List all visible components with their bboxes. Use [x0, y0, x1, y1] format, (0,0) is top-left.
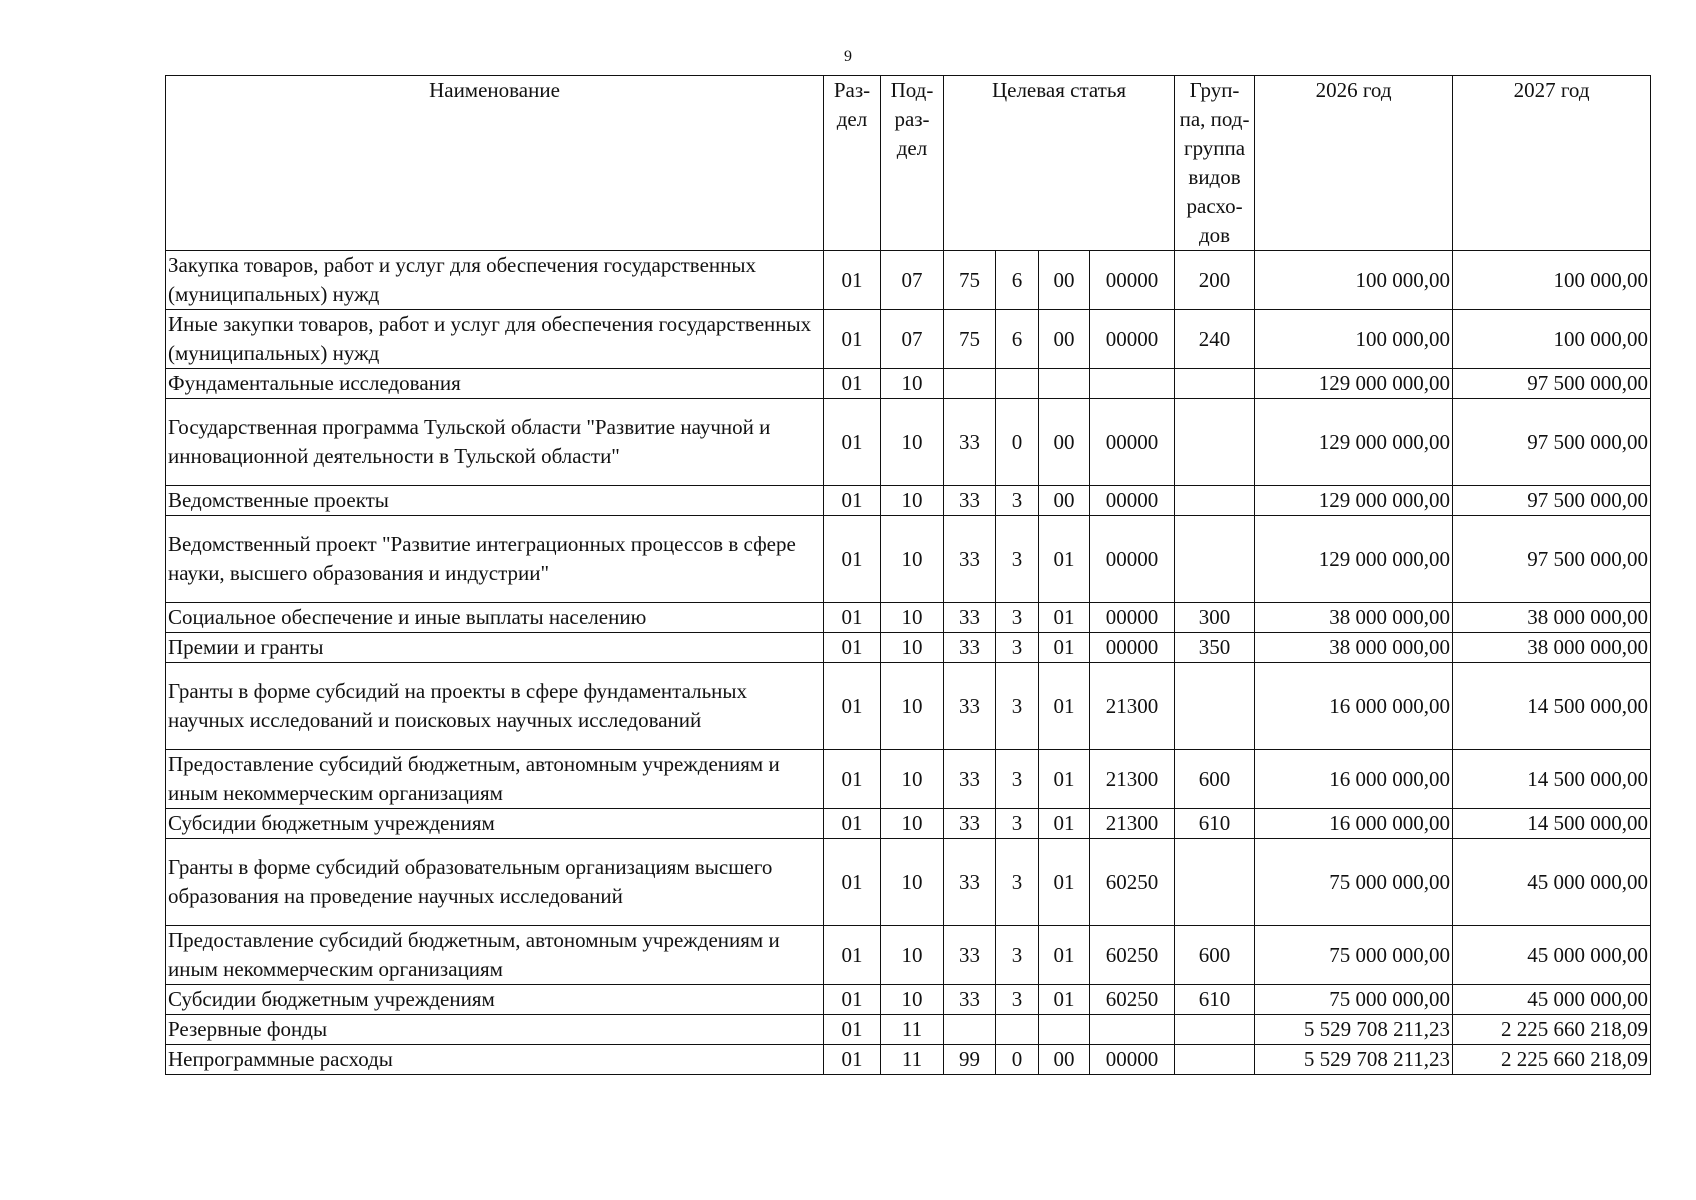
row-target-type: [996, 1015, 1039, 1045]
row-expense-group: 200: [1175, 251, 1255, 310]
table-row: [166, 310, 1651, 369]
header-expense-group: Груп- па, под- группа видов расхо- дов: [1175, 76, 1255, 251]
row-section: 01: [824, 399, 881, 486]
row-target-event: 01: [1039, 809, 1090, 839]
row-name: Гранты в форме субсидий образовательным организациям высшего образования на проведение научных исследований: [166, 839, 824, 926]
row-target-direction: 21300: [1090, 809, 1175, 839]
row-amount-2027: 45 000 000,00: [1453, 926, 1651, 985]
row-target-direction: 60250: [1090, 839, 1175, 926]
row-amount-2026: 16 000 000,00: [1255, 809, 1453, 839]
row-target-event: [1039, 369, 1090, 399]
row-amount-2026: 129 000 000,00: [1255, 369, 1453, 399]
row-amount-2026: 75 000 000,00: [1255, 985, 1453, 1015]
row-target-direction: 00000: [1090, 310, 1175, 369]
table-row: [166, 369, 1651, 399]
row-target-event: 01: [1039, 603, 1090, 633]
row-expense-group: [1175, 516, 1255, 603]
row-target-direction: 00000: [1090, 251, 1175, 310]
row-amount-2026: 129 000 000,00: [1255, 486, 1453, 516]
row-amount-2027: 38 000 000,00: [1453, 603, 1651, 633]
header-name: Наименование: [166, 76, 824, 251]
row-target-direction: 00000: [1090, 1045, 1175, 1075]
row-name: Предоставление субсидий бюджетным, автономным учреждениям и иным некоммерческим организациям: [166, 750, 824, 809]
row-subsection: 10: [881, 839, 944, 926]
row-target-event: 00: [1039, 1045, 1090, 1075]
row-name: Государственная программа Тульской области "Развитие научной и инновационной деятельности в Тульской области": [166, 399, 824, 486]
row-target-direction: 60250: [1090, 926, 1175, 985]
row-target-program: 75: [944, 251, 996, 310]
row-target-program: 33: [944, 839, 996, 926]
row-amount-2026: 5 529 708 211,23: [1255, 1015, 1453, 1045]
row-amount-2027: 2 225 660 218,09: [1453, 1045, 1651, 1075]
header-subsection: Под- раз- дел: [881, 76, 944, 251]
row-target-event: 01: [1039, 926, 1090, 985]
row-target-program: 33: [944, 399, 996, 486]
row-name: Субсидии бюджетным учреждениям: [166, 985, 824, 1015]
row-section: 01: [824, 310, 881, 369]
page-number: 9: [844, 48, 852, 65]
row-name: Фундаментальные исследования: [166, 369, 824, 399]
row-target-program: 33: [944, 926, 996, 985]
row-section: 01: [824, 603, 881, 633]
row-amount-2026: 129 000 000,00: [1255, 516, 1453, 603]
row-section: 01: [824, 839, 881, 926]
row-section: 01: [824, 633, 881, 663]
row-target-type: 3: [996, 839, 1039, 926]
row-target-program: 33: [944, 486, 996, 516]
table-row: [166, 985, 1651, 1015]
row-name: Ведомственный проект "Развитие интеграционных процессов в сфере науки, высшего образования и индустрии": [166, 516, 824, 603]
row-name: Предоставление субсидий бюджетным, автономным учреждениям и иным некоммерческим организациям: [166, 926, 824, 985]
row-subsection: 10: [881, 750, 944, 809]
row-subsection: 10: [881, 926, 944, 985]
row-target-type: 3: [996, 750, 1039, 809]
row-expense-group: 610: [1175, 809, 1255, 839]
row-section: 01: [824, 663, 881, 750]
table-header-row: [166, 76, 1651, 251]
row-amount-2027: 14 500 000,00: [1453, 750, 1651, 809]
row-target-program: 33: [944, 663, 996, 750]
row-amount-2027: 38 000 000,00: [1453, 633, 1651, 663]
row-amount-2027: 45 000 000,00: [1453, 985, 1651, 1015]
row-expense-group: [1175, 1045, 1255, 1075]
row-subsection: 10: [881, 369, 944, 399]
row-section: 01: [824, 750, 881, 809]
row-expense-group: [1175, 663, 1255, 750]
row-subsection: 11: [881, 1045, 944, 1075]
row-target-type: 3: [996, 486, 1039, 516]
row-target-type: 3: [996, 663, 1039, 750]
row-target-direction: 21300: [1090, 663, 1175, 750]
row-target-type: 3: [996, 633, 1039, 663]
row-name: Премии и гранты: [166, 633, 824, 663]
row-name: Закупка товаров, работ и услуг для обеспечения государственных (муниципальных) нужд: [166, 251, 824, 310]
row-amount-2027: 97 500 000,00: [1453, 369, 1651, 399]
row-name: Социальное обеспечение и иные выплаты населению: [166, 603, 824, 633]
row-amount-2027: 100 000,00: [1453, 310, 1651, 369]
row-amount-2026: 129 000 000,00: [1255, 399, 1453, 486]
row-subsection: 10: [881, 399, 944, 486]
row-subsection: 10: [881, 486, 944, 516]
table-row: [166, 663, 1651, 750]
row-target-program: 33: [944, 750, 996, 809]
table-row: [166, 486, 1651, 516]
row-section: 01: [824, 251, 881, 310]
header-year-2026: 2026 год: [1255, 76, 1453, 251]
row-amount-2026: 16 000 000,00: [1255, 663, 1453, 750]
row-name: Субсидии бюджетным учреждениям: [166, 809, 824, 839]
row-target-type: 3: [996, 516, 1039, 603]
row-expense-group: 600: [1175, 926, 1255, 985]
row-expense-group: [1175, 369, 1255, 399]
table-row: [166, 399, 1651, 486]
row-target-program: 75: [944, 310, 996, 369]
row-subsection: 11: [881, 1015, 944, 1045]
row-amount-2026: 16 000 000,00: [1255, 750, 1453, 809]
row-target-event: 00: [1039, 310, 1090, 369]
row-subsection: 10: [881, 516, 944, 603]
table-row: [166, 251, 1651, 310]
row-amount-2027: 14 500 000,00: [1453, 663, 1651, 750]
row-amount-2027: 45 000 000,00: [1453, 839, 1651, 926]
header-section: Раз- дел: [824, 76, 881, 251]
row-target-direction: 21300: [1090, 750, 1175, 809]
row-target-program: 33: [944, 603, 996, 633]
row-amount-2026: 75 000 000,00: [1255, 839, 1453, 926]
row-target-event: 00: [1039, 486, 1090, 516]
row-expense-group: 240: [1175, 310, 1255, 369]
row-amount-2026: 38 000 000,00: [1255, 633, 1453, 663]
row-target-program: [944, 369, 996, 399]
row-target-event: 01: [1039, 839, 1090, 926]
row-section: 01: [824, 1015, 881, 1045]
row-subsection: 07: [881, 310, 944, 369]
row-amount-2027: 2 225 660 218,09: [1453, 1015, 1651, 1045]
row-target-program: 33: [944, 516, 996, 603]
row-expense-group: [1175, 399, 1255, 486]
row-target-type: [996, 369, 1039, 399]
row-expense-group: [1175, 486, 1255, 516]
row-amount-2026: 38 000 000,00: [1255, 603, 1453, 633]
table-row: [166, 750, 1651, 809]
row-target-type: 0: [996, 1045, 1039, 1075]
row-target-direction: 00000: [1090, 486, 1175, 516]
row-target-program: 33: [944, 633, 996, 663]
table-row: [166, 1045, 1651, 1075]
row-target-program: 33: [944, 809, 996, 839]
row-amount-2026: 100 000,00: [1255, 310, 1453, 369]
table-row: [166, 633, 1651, 663]
header-target-article: Целевая статья: [944, 76, 1175, 251]
row-expense-group: 350: [1175, 633, 1255, 663]
table-row: [166, 1015, 1651, 1045]
row-target-event: 01: [1039, 633, 1090, 663]
row-target-direction: [1090, 369, 1175, 399]
row-amount-2027: 97 500 000,00: [1453, 516, 1651, 603]
table-row: [166, 516, 1651, 603]
row-target-direction: 00000: [1090, 516, 1175, 603]
row-expense-group: [1175, 1015, 1255, 1045]
row-target-program: [944, 1015, 996, 1045]
row-subsection: 10: [881, 633, 944, 663]
row-target-event: [1039, 1015, 1090, 1045]
row-target-program: 33: [944, 985, 996, 1015]
row-target-direction: 00000: [1090, 633, 1175, 663]
row-section: 01: [824, 369, 881, 399]
row-expense-group: 300: [1175, 603, 1255, 633]
row-target-event: 01: [1039, 516, 1090, 603]
row-expense-group: 600: [1175, 750, 1255, 809]
row-target-event: 01: [1039, 663, 1090, 750]
row-section: 01: [824, 516, 881, 603]
row-target-direction: 00000: [1090, 399, 1175, 486]
row-target-type: 0: [996, 399, 1039, 486]
row-section: 01: [824, 486, 881, 516]
row-section: 01: [824, 985, 881, 1015]
row-name: Непрограммные расходы: [166, 1045, 824, 1075]
row-target-type: 3: [996, 809, 1039, 839]
row-amount-2027: 14 500 000,00: [1453, 809, 1651, 839]
row-amount-2027: 97 500 000,00: [1453, 486, 1651, 516]
table-row: [166, 926, 1651, 985]
row-name: Иные закупки товаров, работ и услуг для обеспечения государственных (муниципальных) нужд: [166, 310, 824, 369]
row-target-type: 3: [996, 926, 1039, 985]
row-amount-2026: 5 529 708 211,23: [1255, 1045, 1453, 1075]
row-target-type: 3: [996, 985, 1039, 1015]
row-target-type: 3: [996, 603, 1039, 633]
row-target-type: 6: [996, 251, 1039, 310]
row-target-type: 6: [996, 310, 1039, 369]
row-name: Резервные фонды: [166, 1015, 824, 1045]
row-section: 01: [824, 809, 881, 839]
row-section: 01: [824, 926, 881, 985]
table-row: [166, 839, 1651, 926]
row-name: Гранты в форме субсидий на проекты в сфере фундаментальных научных исследований и поисковых научных исследований: [166, 663, 824, 750]
row-subsection: 10: [881, 603, 944, 633]
row-target-direction: 00000: [1090, 603, 1175, 633]
row-name: Ведомственные проекты: [166, 486, 824, 516]
row-target-direction: [1090, 1015, 1175, 1045]
row-target-direction: 60250: [1090, 985, 1175, 1015]
row-target-event: 01: [1039, 750, 1090, 809]
budget-table: [165, 75, 1651, 1075]
row-target-event: 01: [1039, 985, 1090, 1015]
row-subsection: 10: [881, 985, 944, 1015]
row-subsection: 07: [881, 251, 944, 310]
row-target-event: 00: [1039, 399, 1090, 486]
row-expense-group: [1175, 839, 1255, 926]
row-subsection: 10: [881, 663, 944, 750]
row-amount-2027: 100 000,00: [1453, 251, 1651, 310]
header-year-2027: 2027 год: [1453, 76, 1651, 251]
row-amount-2026: 100 000,00: [1255, 251, 1453, 310]
row-subsection: 10: [881, 809, 944, 839]
row-target-program: 99: [944, 1045, 996, 1075]
table-row: [166, 603, 1651, 633]
row-target-event: 00: [1039, 251, 1090, 310]
row-section: 01: [824, 1045, 881, 1075]
row-amount-2026: 75 000 000,00: [1255, 926, 1453, 985]
row-expense-group: 610: [1175, 985, 1255, 1015]
table-row: [166, 809, 1651, 839]
row-amount-2027: 97 500 000,00: [1453, 399, 1651, 486]
